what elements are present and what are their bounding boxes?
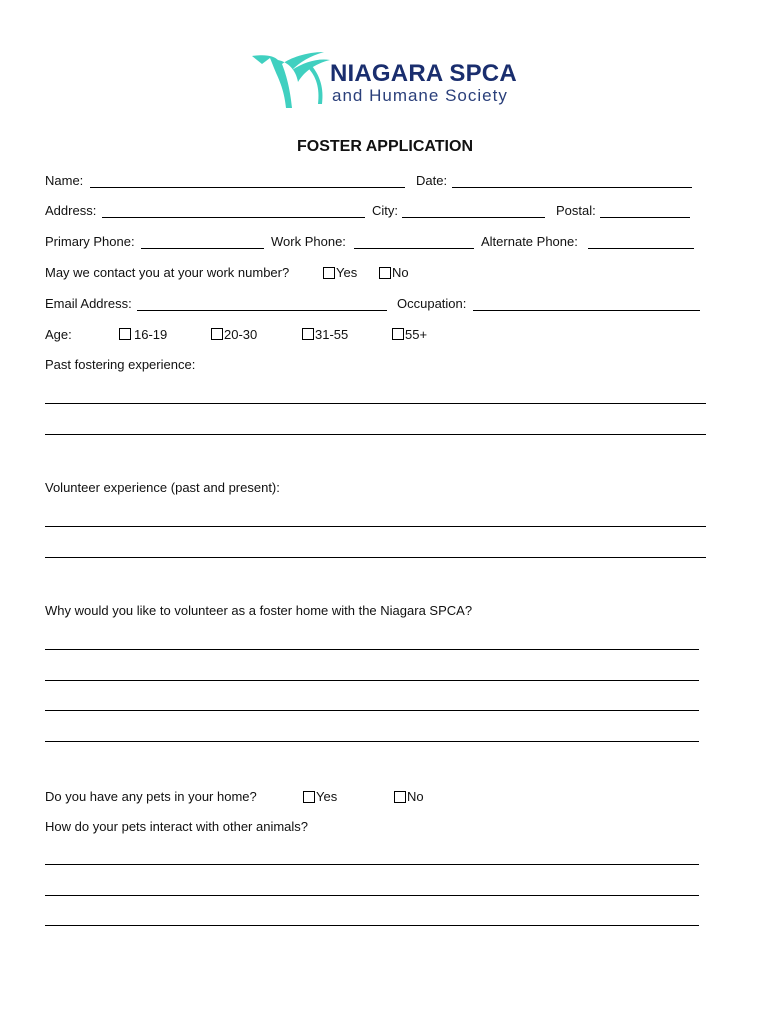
past-fostering-line-2[interactable] xyxy=(45,434,706,435)
contact-work-question: May we contact you at your work number? xyxy=(45,265,290,280)
pets-interact-label: How do your pets interact with other animals? xyxy=(45,819,309,834)
alternate-phone-label: Alternate Phone: xyxy=(481,234,578,249)
why-foster-label: Why would you like to volunteer as a foster home with the Niagara SPCA? xyxy=(45,603,473,618)
address-field[interactable] xyxy=(102,217,365,218)
past-fostering-line-1[interactable] xyxy=(45,403,706,404)
age-20-30-checkbox[interactable] xyxy=(211,328,223,340)
pets-no-label: No xyxy=(407,789,424,804)
why-foster-line-2[interactable] xyxy=(45,680,699,681)
why-foster-line-1[interactable] xyxy=(45,649,699,650)
form-title: FOSTER APPLICATION xyxy=(297,138,473,155)
contact-work-no-checkbox[interactable] xyxy=(379,267,391,279)
pets-interact-line-3[interactable] xyxy=(45,925,699,926)
volunteer-experience-label: Volunteer experience (past and present): xyxy=(45,480,280,495)
primary-phone-label: Primary Phone: xyxy=(45,234,135,249)
logo-tagline: and Humane Society xyxy=(332,86,508,105)
contact-work-no-label: No xyxy=(392,265,409,280)
email-label: Email Address: xyxy=(45,296,132,311)
logo-title: NIAGARA SPCA xyxy=(330,60,517,87)
age-31-55-label: 31-55 xyxy=(315,327,349,342)
pets-interact-line-2[interactable] xyxy=(45,895,699,896)
contact-work-yes-checkbox[interactable] xyxy=(323,267,335,279)
address-label: Address: xyxy=(45,203,97,218)
email-field[interactable] xyxy=(137,310,387,311)
past-fostering-label: Past fostering experience: xyxy=(45,357,196,372)
primary-phone-field[interactable] xyxy=(141,248,264,249)
pets-yes-label: Yes xyxy=(316,789,338,804)
pets-yes-checkbox[interactable] xyxy=(303,791,315,803)
age-16-19-checkbox[interactable] xyxy=(119,328,131,340)
volunteer-line-2[interactable] xyxy=(45,557,706,558)
age-55-plus-checkbox[interactable] xyxy=(392,328,404,340)
niagara-spca-logo xyxy=(248,48,538,114)
postal-field[interactable] xyxy=(600,217,690,218)
postal-label: Postal: xyxy=(556,203,596,218)
age-20-30-label: 20-30 xyxy=(224,327,258,342)
volunteer-line-1[interactable] xyxy=(45,526,706,527)
city-field[interactable] xyxy=(402,217,545,218)
age-31-55-checkbox[interactable] xyxy=(302,328,314,340)
name-label: Name: xyxy=(45,173,84,188)
contact-work-yes-label: Yes xyxy=(336,265,358,280)
age-label: Age: xyxy=(45,327,72,342)
occupation-field[interactable] xyxy=(473,310,700,311)
city-label: City: xyxy=(372,203,398,218)
pets-interact-line-1[interactable] xyxy=(45,864,699,865)
occupation-label: Occupation: xyxy=(397,296,467,311)
pets-question: Do you have any pets in your home? xyxy=(45,789,257,804)
why-foster-line-4[interactable] xyxy=(45,741,699,742)
date-label: Date: xyxy=(416,173,448,188)
work-phone-field[interactable] xyxy=(354,248,474,249)
age-55-plus-label: 55+ xyxy=(405,327,428,342)
why-foster-line-3[interactable] xyxy=(45,710,699,711)
work-phone-label: Work Phone: xyxy=(271,234,346,249)
age-16-19-label: 16-19 xyxy=(134,327,168,342)
pets-no-checkbox[interactable] xyxy=(394,791,406,803)
date-field[interactable] xyxy=(452,187,692,188)
alternate-phone-field[interactable] xyxy=(588,248,694,249)
name-field[interactable] xyxy=(90,187,405,188)
